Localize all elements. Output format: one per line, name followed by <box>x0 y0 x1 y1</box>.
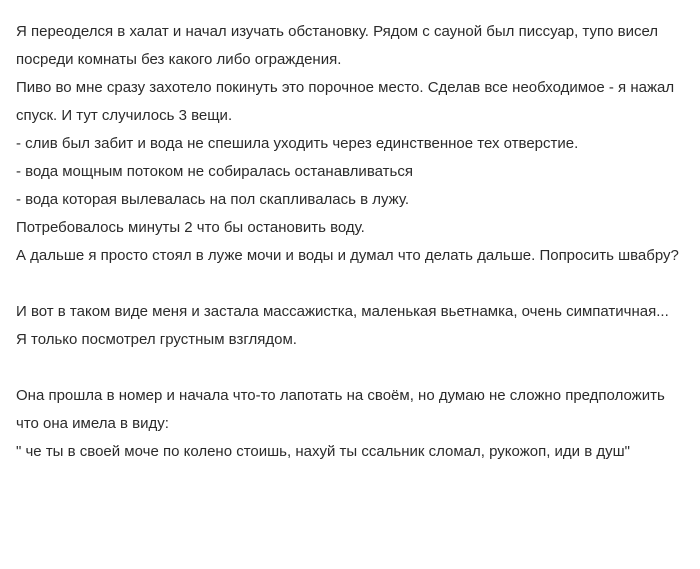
paragraph-spacer <box>16 354 688 382</box>
paragraph-spacer <box>16 270 688 298</box>
story-line: И вот в таком виде меня и застала массажистка, маленькая вьетнамка, очень симпатичная... <box>16 303 669 320</box>
story-line: Она прошла в номер и начала что-то лапотать на своём, но думаю не сложно предположить что она имела в виду: <box>16 387 665 432</box>
story-line: " че ты в своей моче по колено стоишь, нахуй ты ссальник сломал, рукожоп, иди в душ" <box>16 443 630 460</box>
story-text <box>16 18 688 466</box>
story-line: - вода мощным потоком не собиралась останавливаться <box>16 163 413 180</box>
story-line: Я только посмотрел грустным взглядом. <box>16 331 297 348</box>
story-line: Пиво во мне сразу захотело покинуть это порочное место. Сделав все необходимое - я нажал спуск. И тут случилось 3 вещи. <box>16 79 675 124</box>
story-line: Я переоделся в халат и начал изучать обстановку. Рядом с сауной был писсуар, тупо висел посреди комнаты без какого либо ограждения. <box>16 23 659 68</box>
story-line: - слив был забит и вода не спешила уходить через единственное тех отверстие. <box>16 135 579 152</box>
story-line: Потребовалось минуты 2 что бы остановить воду. <box>16 219 365 236</box>
story-line: А дальше я просто стоял в луже мочи и воды и думал что делать дальше. Попросить швабру? <box>16 247 679 264</box>
story-line: - вода которая вылевалась на пол скапливалась в лужу. <box>16 191 410 208</box>
